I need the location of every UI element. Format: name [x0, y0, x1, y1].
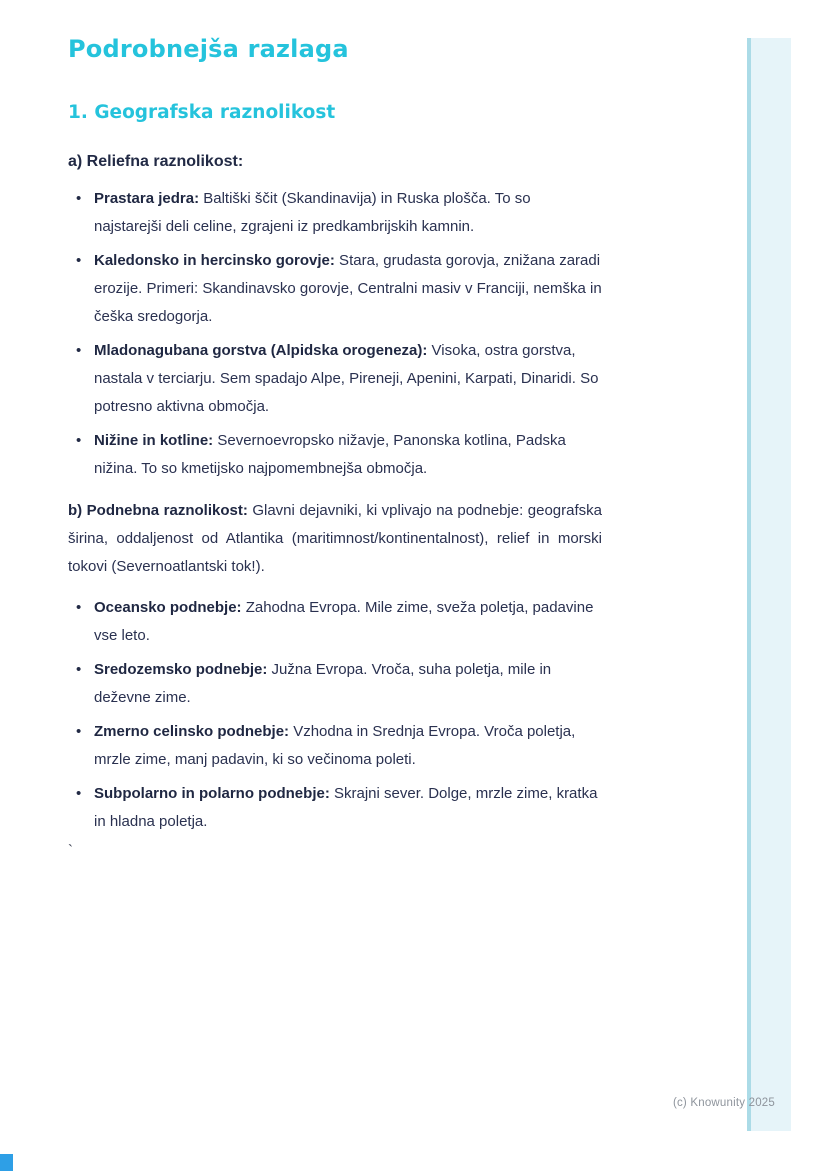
relief-bullet-list	[68, 185, 602, 483]
subsection-b-paragraph	[68, 497, 602, 581]
section-heading: 1. Geografska raznolikost	[68, 102, 336, 123]
list-item	[68, 594, 602, 650]
list-item-lead: Sredozemsko podnebje:	[94, 661, 268, 678]
list-item-lead: Oceansko podnebje:	[94, 599, 242, 616]
list-item-lead: Kaledonsko in hercinsko gorovje:	[94, 252, 335, 269]
subsection-b-heading: b) Podnebna raznolikost:	[68, 502, 248, 519]
page-corner-accent	[0, 1154, 13, 1171]
bullet-marker: •	[76, 661, 82, 678]
document-content	[68, 34, 602, 860]
list-item-text: Vzhodna in Srednja Evropa. Vroča poletja, mrzle zime, manj padavin, ki so večinoma poleti.	[94, 723, 576, 768]
bullet-marker: •	[76, 252, 82, 269]
list-item	[68, 718, 602, 774]
stray-mark: `	[68, 842, 73, 859]
bullet-marker: •	[76, 432, 82, 449]
list-item-text: Skrajni sever. Dolge, mrzle zime, kratka in hladna poletja.	[94, 785, 598, 830]
bullet-marker: •	[76, 785, 82, 802]
list-item	[68, 780, 602, 836]
list-item-text: Severnoevropsko nižavje, Panonska kotlina, Padska nižina. To so kmetijsko najpomembnejša območja.	[94, 432, 566, 477]
list-item-lead: Subpolarno in polarno podnebje:	[94, 785, 330, 802]
bullet-marker: •	[76, 190, 82, 207]
list-item-lead: Nižine in kotline:	[94, 432, 214, 449]
list-item	[68, 427, 602, 483]
list-item-text: Stara, grudasta gorovja, znižana zaradi erozije. Primeri: Skandinavsko gorovje, Centralni masiv v Franciji, nemška in češka sredogorja.	[94, 252, 602, 325]
list-item-text: Zahodna Evropa. Mile zime, sveža poletja, padavine vse leto.	[94, 599, 594, 644]
subsection-b-text: Glavni dejavniki, ki vplivajo na podnebje: geografska širina, oddaljenost od Atlantika (maritimnost/kontinentalnost), relief in morski tokovi (Severnoatlantski tok!).	[68, 502, 602, 575]
bullet-marker: •	[76, 342, 82, 359]
bullet-marker: •	[76, 723, 82, 740]
footer-copyright: (c) Knowunity 2025	[672, 1097, 775, 1109]
list-item-lead: Mladonagubana gorstva (Alpidska orogeneza):	[94, 342, 428, 359]
climate-bullet-list	[68, 594, 602, 836]
bullet-marker: •	[76, 599, 82, 616]
list-item	[68, 247, 602, 331]
list-item-text: Južna Evropa. Vroča, suha poletja, mile in deževne zime.	[94, 661, 552, 706]
subsection-a-heading: a) Reliefna raznolikost:	[68, 153, 244, 170]
list-item-text: Baltiški ščit (Skandinavija) in Ruska plošča. To so najstarejši deli celine, zgrajeni iz predkambrijskih kamnin.	[94, 190, 531, 235]
list-item-text: Visoka, ostra gorstva, nastala v terciarju. Sem spadajo Alpe, Pireneji, Apenini, Karpati, Dinaridi. So potresno aktivna območja.	[94, 342, 599, 415]
page-title: Podrobnejša razlaga	[68, 35, 349, 63]
right-accent-stripe	[747, 38, 791, 1131]
list-item	[68, 185, 602, 241]
list-item-lead: Zmerno celinsko podnebje:	[94, 723, 290, 740]
list-item	[68, 337, 602, 421]
list-item-lead: Prastara jedra:	[94, 190, 200, 207]
list-item	[68, 656, 602, 712]
